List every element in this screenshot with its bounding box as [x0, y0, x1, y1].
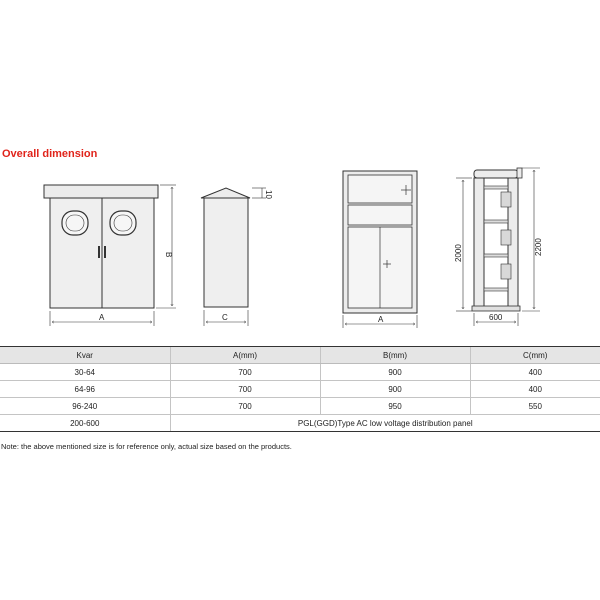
- panel-inner-height-label: 2000: [454, 244, 463, 262]
- table-cell: 30-64: [0, 364, 170, 381]
- panel-front-view: [343, 171, 417, 328]
- table-cell: 700: [170, 398, 320, 415]
- column-header: A(mm): [170, 347, 320, 364]
- table-cell: 950: [320, 398, 470, 415]
- section-title: Overall dimension: [2, 148, 98, 160]
- table-cell: 64-96: [0, 381, 170, 398]
- footnote: Note: the above mentioned size is for reference only, actual size based on the products.: [1, 442, 292, 451]
- cabinet-side-view: [201, 188, 273, 326]
- table-cell-description: PGL(GGD)Type AC low voltage distribution panel: [170, 415, 600, 432]
- table-cell: 900: [320, 381, 470, 398]
- table-cell: 700: [170, 381, 320, 398]
- table-cell: 200-600: [0, 415, 170, 432]
- panel-side-view: [454, 168, 543, 326]
- side-depth-label: C: [222, 313, 228, 322]
- column-header: C(mm): [470, 347, 600, 364]
- column-header: B(mm): [320, 347, 470, 364]
- dimension-table: [0, 346, 600, 432]
- table-cell: 550: [470, 398, 600, 415]
- panel-outer-height-label: 2200: [534, 238, 543, 256]
- panel-width-label: A: [378, 315, 384, 324]
- front-width-label: A: [99, 313, 105, 322]
- side-roof-label: 10: [264, 190, 273, 199]
- column-header: Kvar: [0, 347, 170, 364]
- table-row: [0, 398, 600, 415]
- panel-depth-label: 600: [489, 313, 503, 322]
- table-cell: 400: [470, 381, 600, 398]
- table-header-row: [0, 347, 600, 364]
- table-row: [0, 364, 600, 381]
- front-height-label: B: [164, 252, 173, 258]
- table-cell: 700: [170, 364, 320, 381]
- table-cell: 900: [320, 364, 470, 381]
- table-cell: 400: [470, 364, 600, 381]
- table-cell: 96-240: [0, 398, 170, 415]
- table-row: [0, 381, 600, 398]
- table-row: [0, 415, 600, 432]
- cabinet-front-view: [44, 185, 176, 326]
